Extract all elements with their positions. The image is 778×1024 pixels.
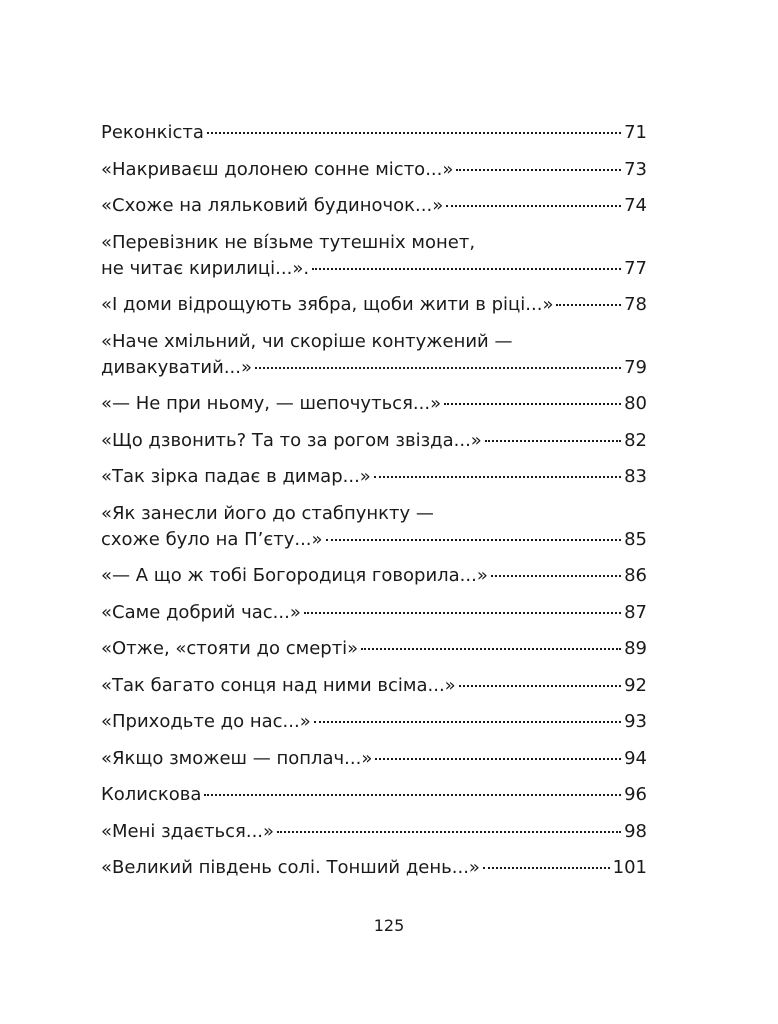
toc-entry-line: [101, 292, 647, 318]
toc-entry: [101, 193, 647, 219]
toc-entry: [101, 600, 647, 626]
toc-entry-line: [101, 256, 647, 282]
toc-entry-page-number: 86: [624, 565, 647, 586]
dot-leader: [375, 758, 621, 760]
toc-entry: [101, 855, 647, 881]
dot-leader: [204, 794, 621, 796]
dot-leader: [444, 403, 621, 405]
dot-leader: [207, 132, 621, 134]
toc-entry: [101, 157, 647, 183]
dot-leader: [312, 268, 621, 270]
toc-entry-title: «Приходьте до нас...»: [101, 711, 311, 732]
table-of-contents: [101, 120, 647, 892]
toc-entry-line: [101, 428, 647, 454]
dot-leader: [277, 831, 621, 833]
toc-entry-page-number: 87: [624, 601, 647, 623]
toc-entry-title: «Так зірка падає в димар...»: [101, 466, 371, 487]
toc-entry-page-number: 73: [624, 158, 647, 180]
dot-leader: [456, 169, 621, 171]
toc-entry-page-number: 77: [624, 257, 647, 279]
toc-entry-page-number: 98: [624, 820, 647, 842]
page-number: 125: [373, 916, 405, 935]
toc-entry-title: Реконкіста: [101, 122, 204, 143]
toc-entry-line: [101, 527, 647, 553]
toc-entry-title: Колискова: [101, 784, 202, 805]
toc-entry: [101, 563, 647, 589]
dot-leader: [491, 575, 621, 577]
toc-entry-line: [101, 600, 647, 626]
toc-entry-line: [101, 709, 647, 735]
toc-entry: [101, 782, 647, 808]
toc-entry-page-number: 89: [624, 638, 647, 659]
toc-entry-line: [101, 819, 647, 845]
toc-entry-page-number: 79: [624, 356, 647, 378]
toc-entry-page-number: 93: [624, 711, 647, 732]
toc-entry-page-number: 96: [624, 784, 647, 805]
dot-leader: [483, 867, 610, 869]
toc-entry: [101, 636, 647, 662]
toc-entry-line: [101, 563, 647, 589]
toc-entry-title: «Саме добрий час...»: [101, 601, 301, 623]
toc-entry: [101, 292, 647, 318]
toc-entry-line: [101, 157, 647, 183]
toc-entry: [101, 230, 647, 282]
toc-entry-title: схоже було на П’єту...»: [101, 528, 323, 550]
toc-entry-title: «Мені здається...»: [101, 820, 275, 842]
toc-entry-line: [101, 782, 647, 808]
toc-entry-line: [101, 355, 647, 381]
dot-leader: [374, 476, 621, 478]
dot-leader: [459, 685, 621, 687]
toc-entry-page-number: 82: [624, 429, 647, 451]
dot-leader: [485, 440, 621, 442]
toc-entry: [101, 428, 647, 454]
toc-entry-page-number: 101: [612, 857, 647, 878]
dot-leader: [326, 539, 622, 541]
toc-entry-page-number: 83: [624, 466, 647, 487]
toc-entry-title: «Схоже на ляльковий будиночок...»: [101, 195, 444, 216]
toc-entry-title-line: «Перевізник не ві́зьме тутешніх монет,: [101, 231, 476, 253]
toc-entry-page-number: 92: [624, 674, 647, 696]
toc-entry-line: [101, 391, 647, 417]
toc-entry: [101, 329, 647, 381]
toc-entry-line: [101, 120, 647, 146]
toc-entry-page-number: 80: [624, 393, 647, 414]
toc-entry-line: [101, 746, 647, 772]
toc-entry-page-number: 78: [624, 294, 647, 315]
dot-leader: [361, 648, 621, 650]
toc-entry-page-number: 94: [624, 747, 647, 769]
toc-entry-title: «Так багато сонця над ними всіма...»: [101, 674, 456, 696]
toc-entry-title: «Якщо зможеш — поплач...»: [101, 747, 373, 769]
dot-leader: [556, 304, 621, 306]
toc-entry-title: «Що дзвонить? Та то за рогом звізда...»: [101, 429, 482, 451]
toc-entry-line: [101, 464, 647, 490]
toc-entry-line: [101, 855, 647, 881]
toc-entry-title: не читає кирилиці...».: [101, 257, 310, 279]
toc-entry-page-number: 85: [624, 528, 647, 550]
toc-entry-title: «Отже, «стояти до смерті»: [101, 638, 359, 659]
toc-entry-title: «Великий південь солі. Тонший день...»: [101, 857, 480, 878]
toc-entry-title: «Накриваєш долонею сонне місто...»: [101, 158, 454, 180]
toc-entry-title-line: «Наче хмільний, чи скоріше контужений —: [101, 330, 513, 352]
toc-entry-title-line: «Як занесли його до стабпункту —: [101, 502, 434, 524]
toc-entry: [101, 501, 647, 553]
toc-entry: [101, 464, 647, 490]
dot-leader: [314, 721, 621, 723]
toc-entry: [101, 746, 647, 772]
toc-entry: [101, 391, 647, 417]
toc-entry: [101, 120, 647, 146]
toc-entry: [101, 709, 647, 735]
toc-entry: [101, 673, 647, 699]
dot-leader: [255, 367, 621, 369]
toc-entry-page-number: 74: [624, 195, 647, 216]
dot-leader: [446, 205, 621, 207]
dot-leader: [304, 612, 621, 614]
toc-entry-line: [101, 193, 647, 219]
toc-entry-title: «— А що ж тобі Богородиця говорила...»: [101, 565, 488, 586]
toc-entry-title: дивакуватий...»: [101, 356, 253, 378]
toc-entry: [101, 819, 647, 845]
toc-entry-line: [101, 636, 647, 662]
toc-entry-title: «— Не при ньому, — шепочуться...»: [101, 393, 442, 414]
toc-entry-page-number: 71: [624, 122, 647, 143]
toc-entry-title: «І доми відрощують зябра, щоби жити в ріці...»: [101, 294, 554, 315]
toc-entry-line: [101, 673, 647, 699]
